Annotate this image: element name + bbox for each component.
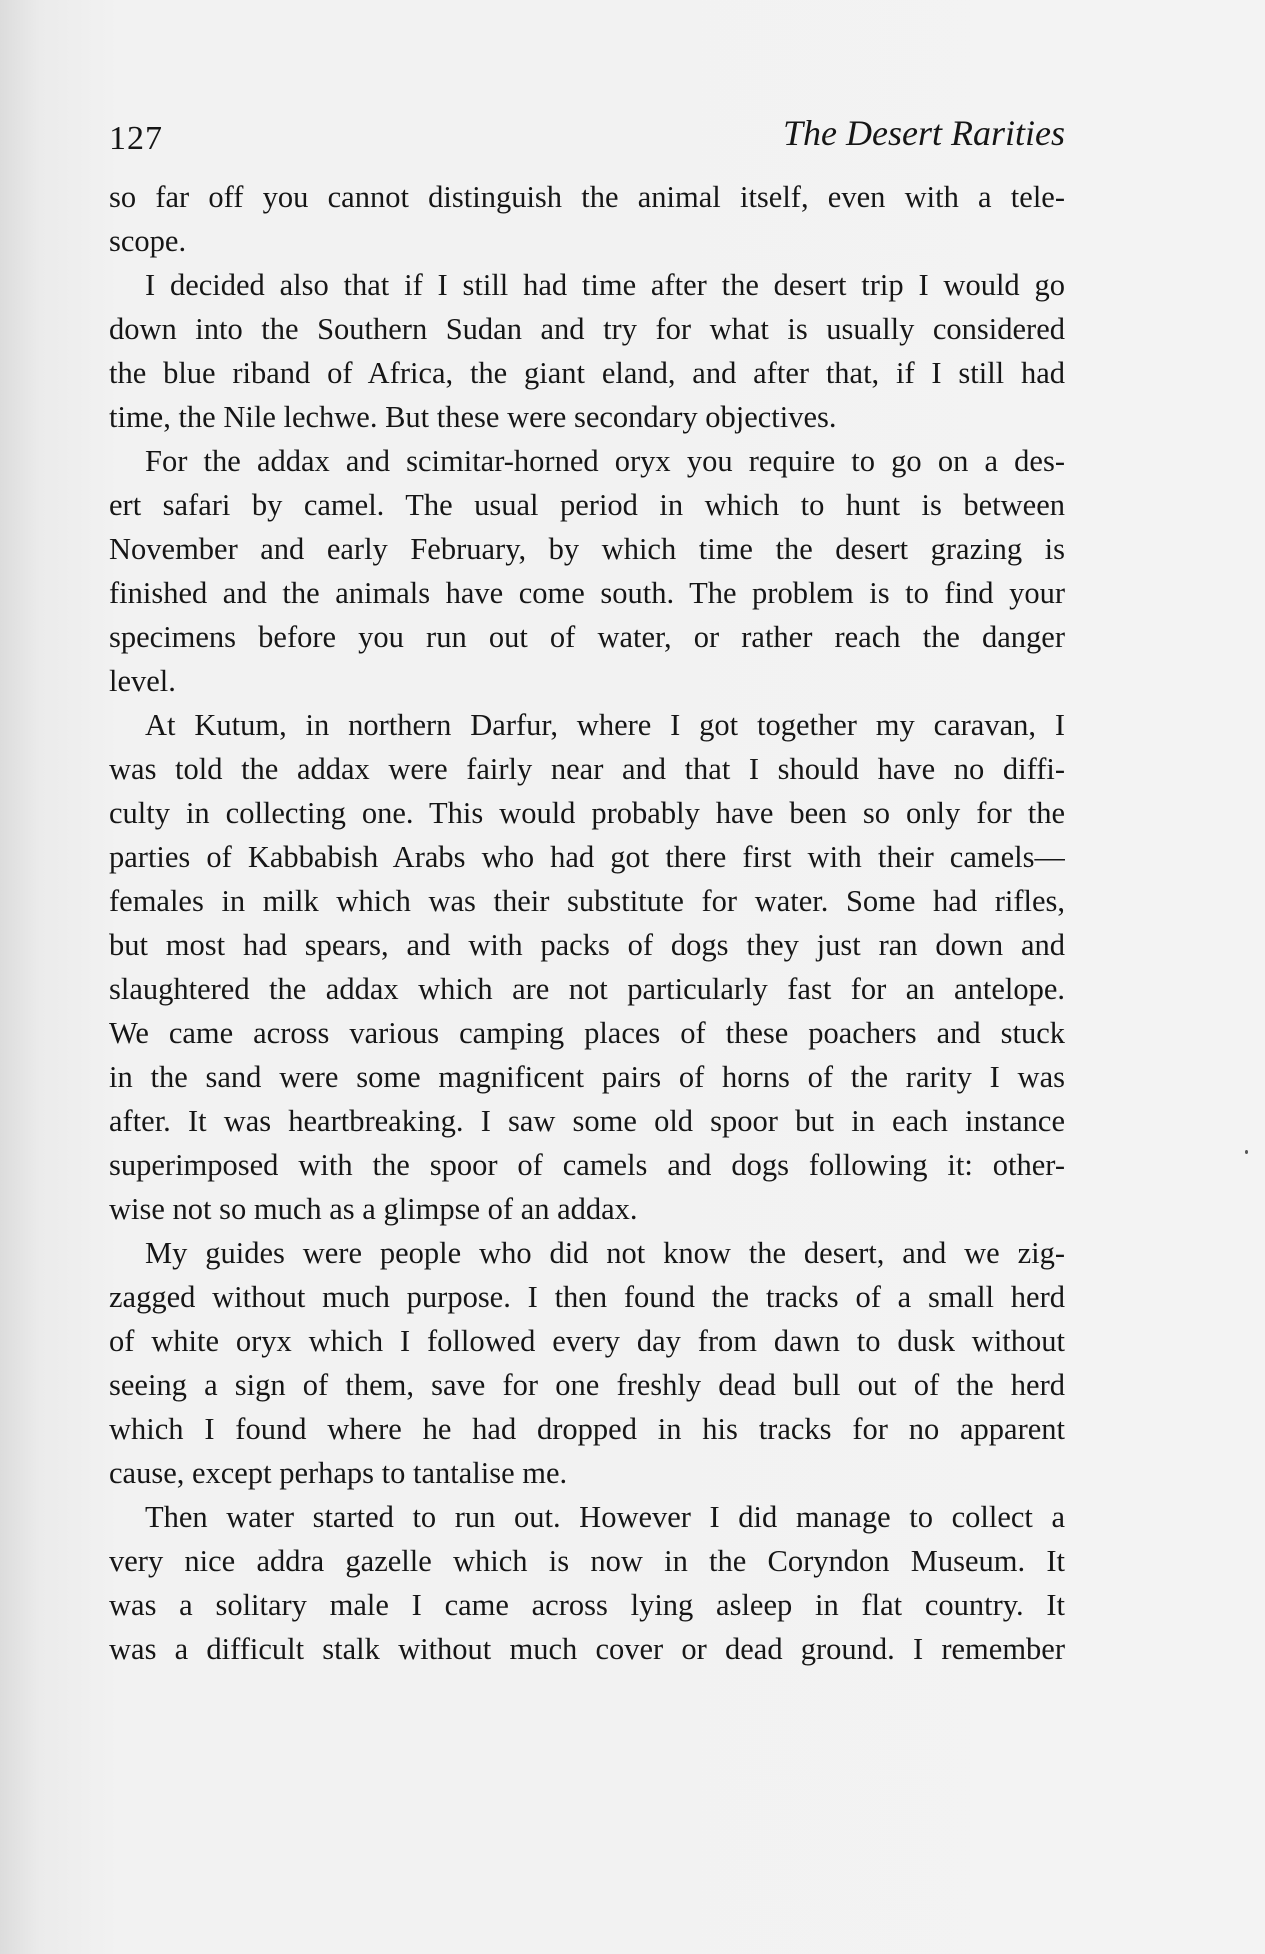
text-line: of white oryx which I followed every day from dawn to dusk without — [109, 1324, 1065, 1358]
text-line: I decided also that if I still had time after the desert trip I would go — [145, 268, 1065, 302]
text-line: wise not so much as a glimpse of an addax. — [109, 1192, 638, 1226]
text-line: time, the Nile lechwe. But these were secondary objectives. — [109, 400, 837, 434]
text-line: was told the addax were fairly near and that I should have no diffi- — [109, 752, 1065, 786]
paragraph — [109, 1495, 1065, 1671]
text-line: superimposed with the spoor of camels and dogs following it: other- — [109, 1148, 1065, 1182]
paragraph — [109, 263, 1065, 439]
text-line: very nice addra gazelle which is now in the Coryndon Museum. It — [109, 1544, 1065, 1578]
ink-speck — [1245, 1150, 1248, 1154]
page-header — [109, 112, 1065, 172]
text-line: slaughtered the addax which are not particularly fast for an antelope. — [109, 972, 1065, 1006]
paragraph — [109, 175, 1065, 263]
text-line: scope. — [109, 224, 187, 258]
text-line: parties of Kabbabish Arabs who had got there first with their camels— — [109, 840, 1065, 874]
paragraph — [109, 703, 1065, 1231]
text-line: after. It was heartbreaking. I saw some old spoor but in each instance — [109, 1104, 1065, 1138]
text-line: Then water started to run out. However I did manage to collect a — [145, 1500, 1065, 1534]
text-line: which I found where he had dropped in his tracks for no apparent — [109, 1412, 1065, 1446]
text-line: ert safari by camel. The usual period in which to hunt is between — [109, 488, 1065, 522]
text-line: finished and the animals have come south. The problem is to find your — [109, 576, 1065, 610]
text-line: My guides were people who did not know the desert, and we zig- — [145, 1236, 1065, 1270]
text-line: culty in collecting one. This would probably have been so only for the — [109, 796, 1065, 830]
page-number: 127 — [109, 120, 163, 157]
text-line: in the sand were some magnificent pairs of horns of the rarity I was — [109, 1060, 1065, 1094]
text-line: zagged without much purpose. I then found the tracks of a small herd — [109, 1280, 1065, 1314]
text-line: so far off you cannot distinguish the animal itself, even with a tele- — [109, 180, 1065, 214]
text-line: was a solitary male I came across lying asleep in flat country. It — [109, 1588, 1065, 1622]
text-line: cause, except perhaps to tantalise me. — [109, 1456, 568, 1490]
text-line: was a difficult stalk without much cover or dead ground. I remember — [109, 1632, 1065, 1666]
text-line: At Kutum, in northern Darfur, where I got together my caravan, I — [145, 708, 1065, 742]
text-line: seeing a sign of them, save for one freshly dead bull out of the herd — [109, 1368, 1065, 1402]
text-line: the blue riband of Africa, the giant eland, and after that, if I still had — [109, 356, 1065, 390]
text-line: For the addax and scimitar-horned oryx you require to go on a des- — [145, 444, 1065, 478]
paragraph — [109, 439, 1065, 703]
text-line: We came across various camping places of these poachers and stuck — [109, 1016, 1065, 1050]
body-text — [109, 175, 1065, 1671]
text-line: level. — [109, 664, 176, 698]
text-line: but most had spears, and with packs of dogs they just ran down and — [109, 928, 1065, 962]
text-line: females in milk which was their substitute for water. Some had rifles, — [109, 884, 1065, 918]
paragraph — [109, 1231, 1065, 1495]
running-title: The Desert Rarities — [783, 113, 1065, 153]
text-line: specimens before you run out of water, or rather reach the danger — [109, 620, 1065, 654]
text-line: November and early February, by which time the desert grazing is — [109, 532, 1065, 566]
text-line: down into the Southern Sudan and try for what is usually considered — [109, 312, 1065, 346]
